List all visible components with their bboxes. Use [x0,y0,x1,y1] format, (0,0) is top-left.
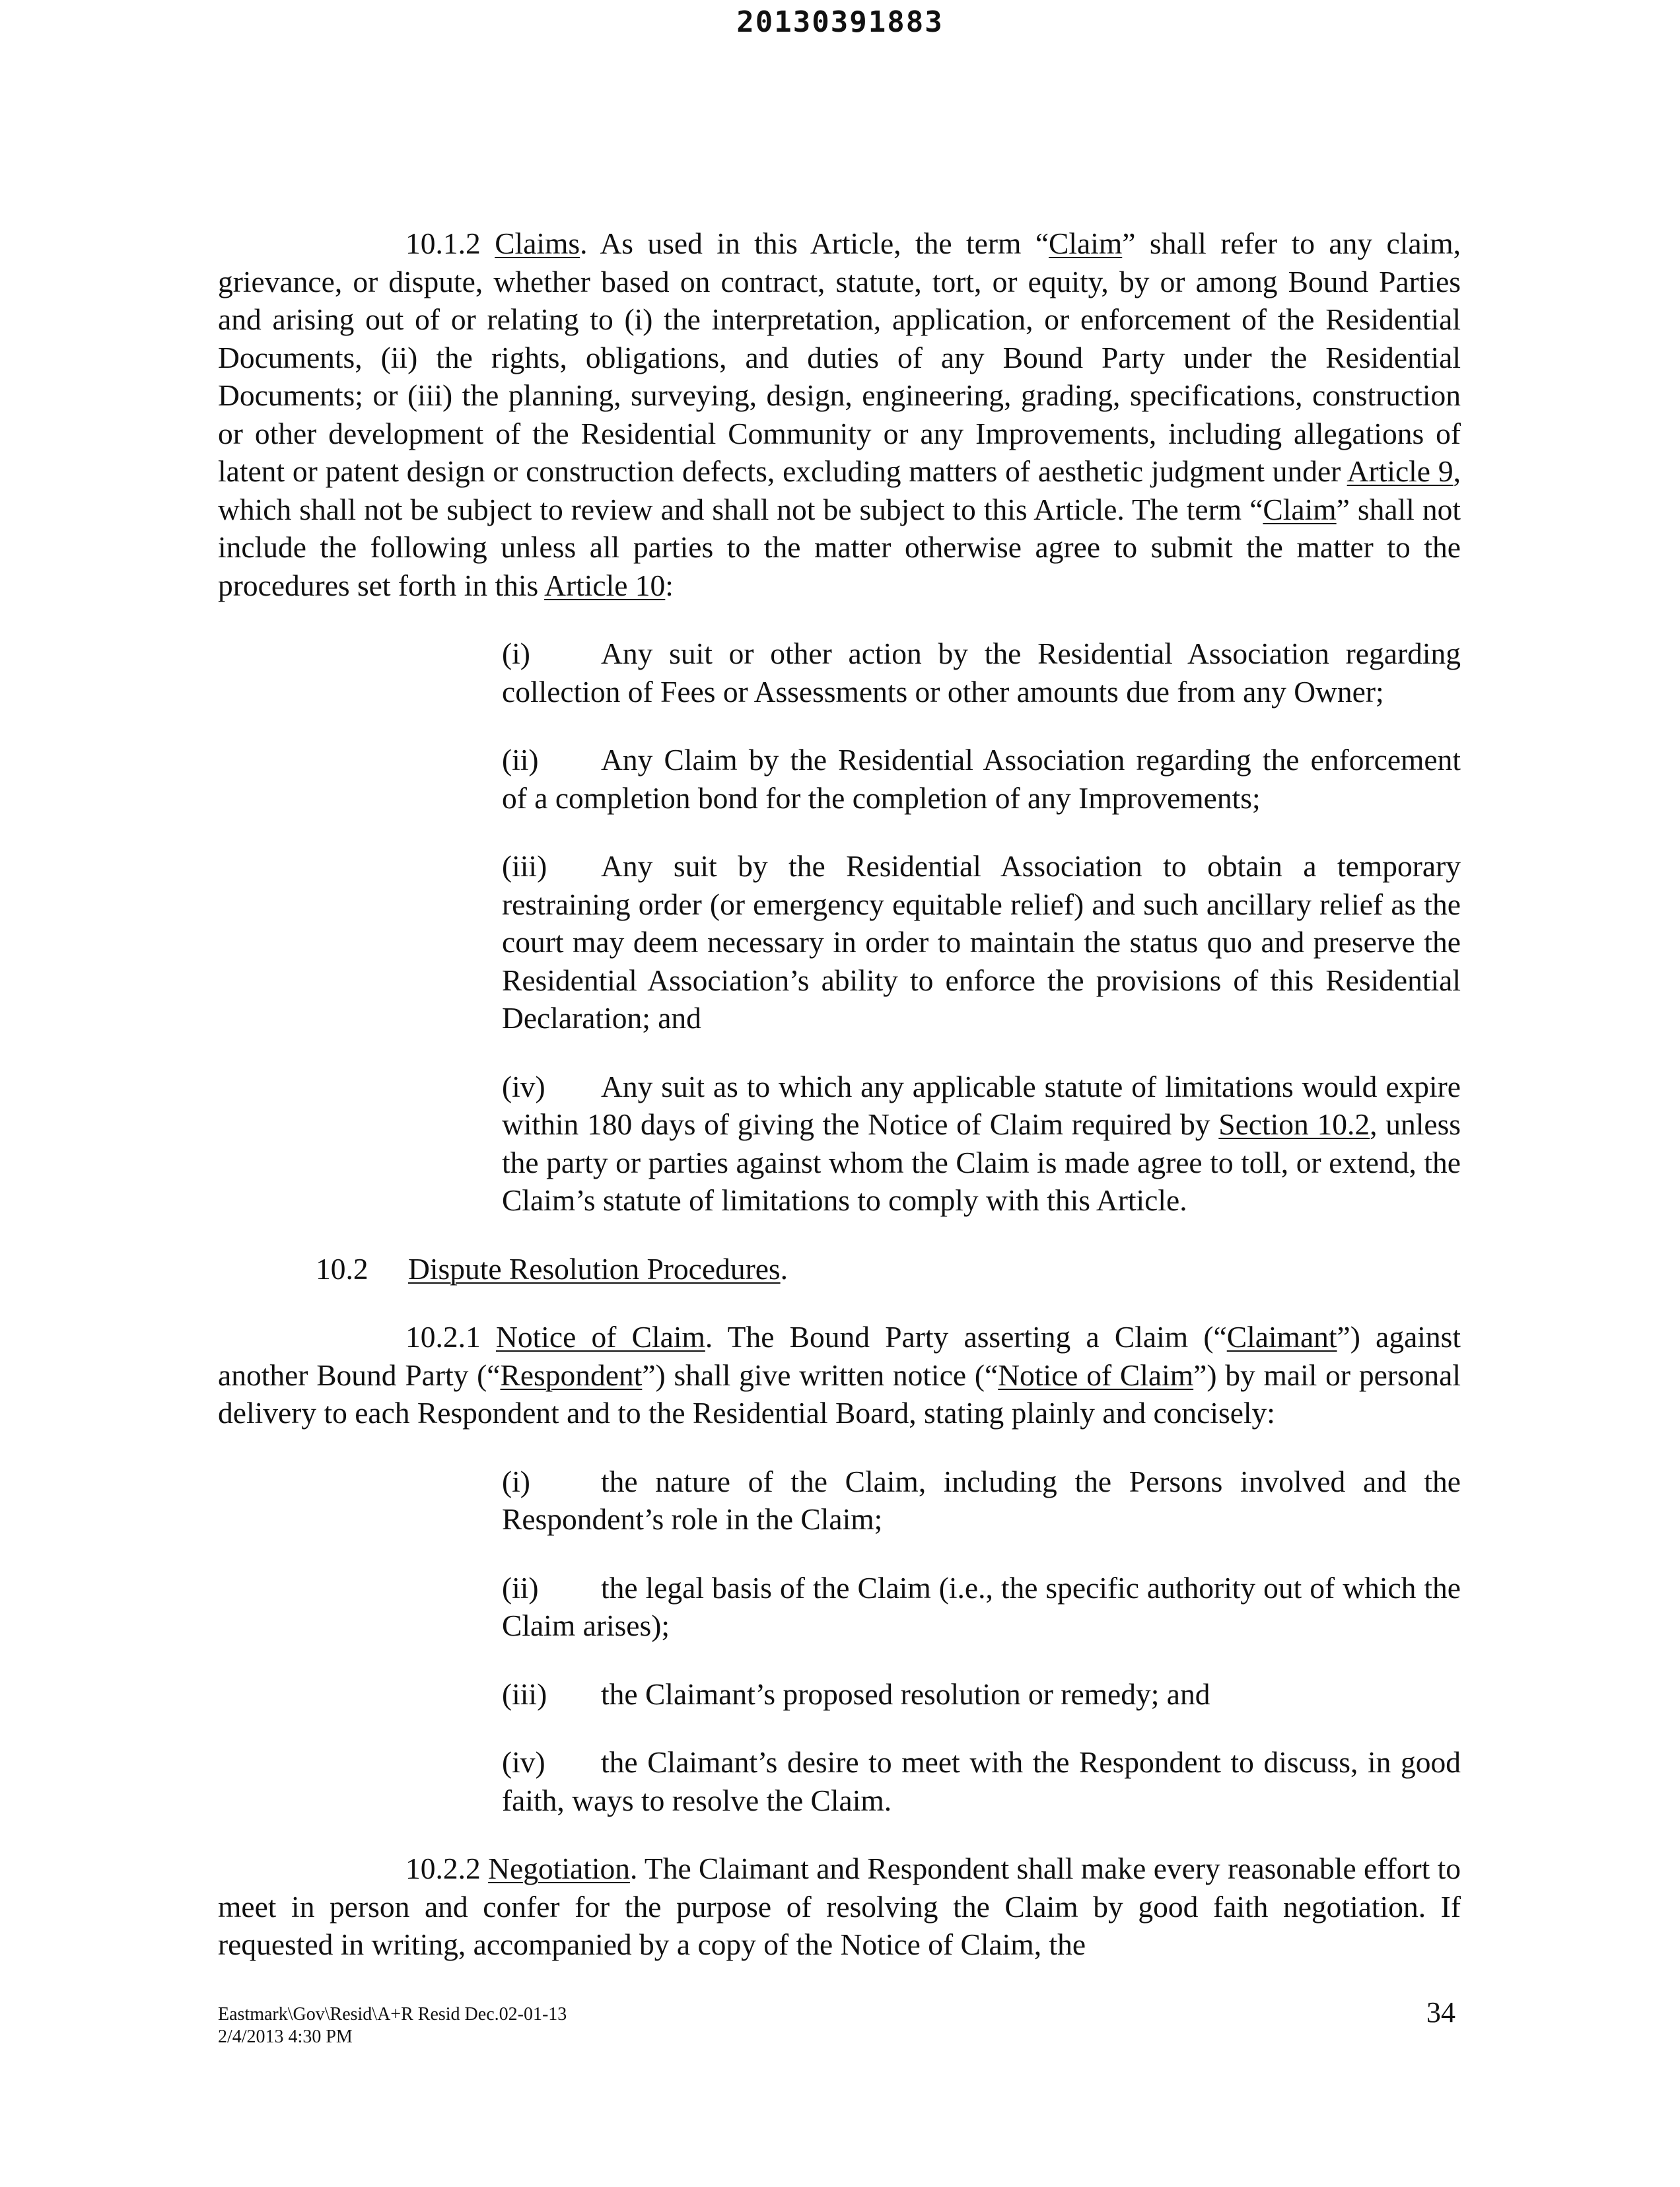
footer-datetime: 2/4/2013 4:30 PM [218,2027,353,2047]
defined-term: Claimant [1226,1320,1337,1354]
section-number: 10.2.2 [405,1852,481,1885]
list-item [218,847,1461,1037]
item-text: Any suit by the Residential Association to obtain a temporary restraining order (or emergency equitable relief) and such ancillary relief as the court may deem necessary in order to maintain the status quo and preserve the Residential Association’s ability to enforce the provisions of this Residential Declaration; and [502,849,1461,1035]
article-9-reference: Article 9 [1347,454,1453,488]
section-10-2-2-paragraph [218,1850,1461,1964]
text-run: . The Bound Party asserting a Claim (“ [705,1320,1227,1354]
item-label: (iv) [502,1069,545,1103]
text-run: ”) by mail or personal delivery to each Respondent and to the Residential Board, stating plainly and concisely: [218,1358,1461,1430]
text-run: ”) shall give written notice (“ [642,1358,998,1392]
article-10-reference: Article 10 [544,568,666,602]
section-number: 10.2 [316,1251,368,1286]
item-label: (ii) [502,743,539,777]
section-10-2-heading [218,1250,1461,1288]
section-10-2-reference: Section 10.2 [1218,1107,1370,1141]
list-item [218,1675,1461,1714]
item-text: the Claimant’s desire to meet with the Respondent to discuss, in good faith, ways to resolve the Claim. [502,1745,1461,1817]
footer-file-info [218,2003,567,2048]
list-item [218,1743,1461,1819]
section-title: Notice of Claim [496,1320,705,1354]
section-title: Claims [495,226,580,260]
defined-term: Notice of Claim [998,1358,1194,1392]
page-number: 34 [1426,1996,1455,2029]
section-title: Negotiation [488,1852,630,1885]
text-run: , which shall not be subject to review and shall not be subject to this Article. The term “ [218,454,1461,526]
item-text: the legal basis of the Claim (i.e., the specific authority out of which the Claim arises); [502,1570,1461,1642]
item-label: (ii) [502,1570,539,1605]
item-text: Any suit or other action by the Residential Association regarding collection of Fees or Assessments or other amounts due from any Owner; [502,637,1461,709]
section-number: 10.2.1 [405,1320,481,1354]
section-10-2-1-paragraph [218,1318,1461,1432]
list-item [218,1569,1461,1645]
text-run: ” shall not include the following unless all parties to the matter otherwise agree to submit the matter to the procedures set forth in this [218,492,1461,602]
defined-term: Claim [1049,226,1123,260]
text-run: : [665,568,674,602]
item-text: the nature of the Claim, including the Persons involved and the Respondent’s role in the Claim; [502,1464,1461,1536]
item-label: (iv) [502,1745,545,1779]
item-text: the Claimant’s proposed resolution or remedy; and [601,1677,1210,1711]
text-run: . As used in this Article, the term “ [580,226,1049,260]
text-run: Any suit as to which any applicable statute of limitations would expire within 180 days of giving the Notice of Claim required by [502,1069,1461,1141]
section-10-1-2-paragraph [218,225,1461,604]
list-item [218,1463,1461,1539]
text-run: ” shall refer to any claim, grievance, or dispute, whether based on contract, statute, tort, or equity, by or among Bound Parties and arising out of or relating to (i) the interpretation, application, or enforcement of the Residential Documents, (ii) the rights, obligations, and duties of any Bound Party under the Residential Documents; or (iii) the planning, surveying, design, engineering, grading, specifications, construction or other development of the Residential Community or any Improvements, including allegations of latent or patent design or construction defects, excluding matters of aesthetic judgment under [218,226,1461,488]
section-number: 10.1.2 [405,226,481,260]
item-label: (i) [502,637,530,670]
defined-term: Respondent [500,1358,643,1392]
document-number: 20130391883 [736,5,944,39]
list-item [218,635,1461,711]
text-run: . [780,1251,788,1286]
item-label: (iii) [502,1677,547,1711]
text-run: . The Claimant and Respondent shall make every reasonable effort to meet in person and confer for the purpose of resolving the Claim by good faith negotiation. If requested in writing, accompanied by a copy of the Notice of Claim, the [218,1852,1461,1961]
document-body [218,225,1461,1964]
footer-file-path: Eastmark\Gov\Resid\A+R Resid Dec.02-01-13 [218,2004,567,2025]
item-label: (iii) [502,849,547,883]
defined-term: Claim [1263,492,1337,526]
item-text: Any Claim by the Residential Association regarding the enforcement of a completion bond for the completion of any Improvements; [502,743,1461,815]
text-run: ”) against another Bound Party (“ [218,1320,1461,1392]
list-item [218,1068,1461,1220]
item-label: (i) [502,1464,530,1498]
section-title: Dispute Resolution Procedures [408,1251,781,1286]
text-run: , unless the party or parties against whom the Claim is made agree to toll, or extend, the Claim’s statute of limitations to comply with this Article. [502,1107,1461,1217]
list-item [218,741,1461,817]
